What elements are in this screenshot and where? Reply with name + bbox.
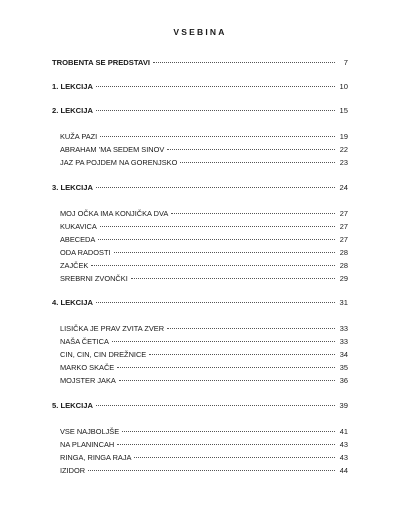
toc-section-row: [52, 57, 348, 69]
toc-page-number: 19: [339, 132, 348, 141]
toc-title: 1. LEKCIJA: [52, 82, 93, 91]
dot-leader: [98, 239, 335, 240]
toc-entry-row: [60, 362, 348, 374]
toc-title: MOJ OČKA IMA KONJIČKA DVA: [60, 209, 169, 218]
dot-leader: [131, 278, 335, 279]
toc-title: ABRAHAM ’MA SEDEM SINOV: [60, 145, 165, 154]
toc-entry-row: [60, 439, 348, 451]
toc-title: LISIČKA JE PRAV ZVITA ZVER: [60, 324, 165, 333]
toc-entry-row: [60, 349, 348, 361]
toc-page-number: 33: [339, 324, 348, 333]
toc-title: 2. LEKCIJA: [52, 106, 93, 115]
toc-title: 5. LEKCIJA: [52, 401, 93, 410]
toc-title: JAZ PA POJDEM NA GORENJSKO: [60, 158, 178, 167]
dot-leader: [117, 444, 335, 445]
toc-page-number: 43: [339, 453, 348, 462]
toc-page-number: 7: [343, 58, 348, 67]
toc-title: NA PLANINCAH: [60, 440, 115, 449]
toc-page-number: 27: [339, 209, 348, 218]
toc-page-number: 44: [339, 466, 348, 475]
toc-page-number: 39: [339, 401, 348, 410]
dot-leader: [100, 136, 335, 137]
toc-title: IZIDOR: [60, 466, 86, 475]
toc-entry-row: [60, 426, 348, 438]
toc-page-number: 28: [339, 261, 348, 270]
toc-page-number: 23: [339, 158, 348, 167]
dot-leader: [112, 341, 335, 342]
toc-entry-row: [60, 465, 348, 477]
toc-entry-row: [60, 260, 348, 272]
dot-leader: [134, 457, 335, 458]
toc-entry-row: [60, 336, 348, 348]
toc-page-number: 24: [339, 183, 348, 192]
toc-title: MOJSTER JAKA: [60, 376, 116, 385]
toc-page-number: 33: [339, 337, 348, 346]
toc-entry-row: [60, 452, 348, 464]
dot-leader: [91, 265, 335, 266]
toc-entry-row: [60, 234, 348, 246]
dot-leader: [96, 86, 335, 87]
dot-leader: [117, 367, 335, 368]
toc-title: ABECEDA: [60, 235, 96, 244]
dot-leader: [100, 226, 335, 227]
toc-page-number: 34: [339, 350, 348, 359]
dot-leader: [180, 162, 335, 163]
toc-entry-row: [60, 208, 348, 220]
toc-title: VSE NAJBOLJŠE: [60, 427, 120, 436]
dot-leader: [96, 405, 335, 406]
toc-entry-row: [60, 157, 348, 169]
toc-title: TROBENTA SE PREDSTAVI: [52, 58, 151, 67]
toc-title: CIN, CIN, CIN DREŽNICE: [60, 350, 147, 359]
dot-leader: [88, 470, 335, 471]
toc-page-number: 15: [339, 106, 348, 115]
toc-title: MARKO SKAČE: [60, 363, 115, 372]
toc-section-row: [52, 297, 348, 309]
toc-page-number: 41: [339, 427, 348, 436]
dot-leader: [171, 213, 335, 214]
dot-leader: [114, 252, 335, 253]
toc-title: KUKAVICA: [60, 222, 97, 231]
toc-title: NAŠA ČETICA: [60, 337, 109, 346]
dot-leader: [96, 187, 335, 188]
toc-page-number: 35: [339, 363, 348, 372]
toc-title: 4. LEKCIJA: [52, 298, 93, 307]
toc-page-number: 43: [339, 440, 348, 449]
toc-section-row: [52, 105, 348, 117]
toc-page-number: 29: [339, 274, 348, 283]
toc-section-row: [52, 400, 348, 412]
toc-entry-row: [60, 323, 348, 335]
page-title: VSEBINA: [173, 27, 227, 37]
toc-page-number: 36: [339, 376, 348, 385]
dot-leader: [167, 149, 335, 150]
dot-leader: [153, 62, 335, 63]
toc-entry-row: [60, 131, 348, 143]
toc-title: RINGA, RINGA RAJA: [60, 453, 132, 462]
toc-entry-row: [60, 375, 348, 387]
toc-title: SREBRNI ZVONČKI: [60, 274, 128, 283]
dot-leader: [122, 431, 335, 432]
toc-page-number: 27: [339, 235, 348, 244]
toc-entry-row: [60, 144, 348, 156]
toc-page-number: 10: [339, 82, 348, 91]
dot-leader: [119, 380, 335, 381]
toc-page-number: 31: [339, 298, 348, 307]
toc-section-row: [52, 81, 348, 93]
toc-title: 3. LEKCIJA: [52, 183, 93, 192]
toc-section-row: [52, 182, 348, 194]
dot-leader: [167, 328, 335, 329]
toc-page-number: 28: [339, 248, 348, 257]
dot-leader: [96, 110, 335, 111]
toc-title: KUŽA PAZI: [60, 132, 98, 141]
toc-entry-row: [60, 221, 348, 233]
toc-title: ODA RADOSTI: [60, 248, 111, 257]
dot-leader: [149, 354, 335, 355]
dot-leader: [96, 302, 335, 303]
toc-title: ZAJČEK: [60, 261, 89, 270]
toc-entry-row: [60, 273, 348, 285]
toc-page-number: 22: [339, 145, 348, 154]
toc-page-number: 27: [339, 222, 348, 231]
toc-entry-row: [60, 247, 348, 259]
